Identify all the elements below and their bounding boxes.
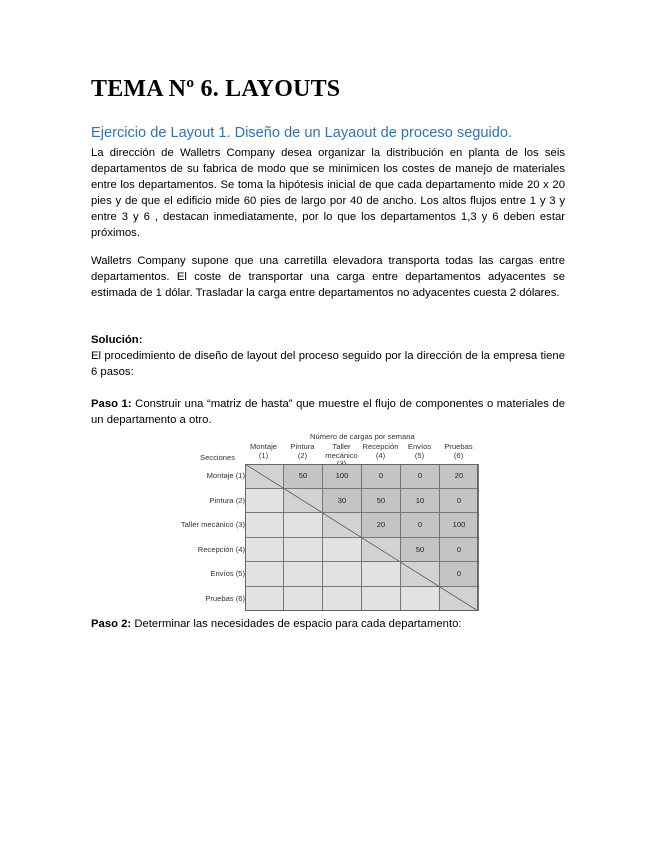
- matrix-column-header: [400, 443, 439, 460]
- matrix-cell: 0: [440, 489, 479, 514]
- matrix-cell: 0: [362, 464, 401, 489]
- matrix-cell: 50: [284, 464, 323, 489]
- matrix-column-header: [244, 443, 283, 460]
- exercise-heading: Ejercicio de Layout 1. Diseño de un Layaout de proceso seguido.: [91, 125, 513, 141]
- step-1: [91, 397, 565, 429]
- matrix-diagonal: [245, 464, 478, 611]
- matrix-column-header: [283, 443, 322, 460]
- matrix-cell: 0: [401, 464, 440, 489]
- matrix-cell: 30: [323, 489, 362, 514]
- matrix-cell: 0: [440, 538, 479, 563]
- step-1-label: Paso 1:: [91, 398, 132, 410]
- matrix-column-header-line: (4): [375, 450, 386, 460]
- matrix-grid: [245, 464, 478, 611]
- intro-paragraph: La dirección de Walletrs Company desea organizar la distribución en planta de los seis departamentos de su fabrica de modo que se minimicen los costes de manejo de materiales entre los departamentos. Se toma la hipótesis inicial de que cada departamento mide 20 x 20 pies y de que el edificio mide 60 pies de largo por 40 de ancho. Los altos flujos entre 1 y 3 y entre 3 y 6 , destacan inmediatamente, por lo que los departamentos 1,3 y 6 deben estar próximos.: [91, 147, 565, 239]
- matrix-cell: 100: [440, 513, 479, 538]
- page-title: TEMA Nº 6. LAYOUTS: [91, 76, 341, 102]
- matrix-column-header-line: mecánico: [325, 450, 358, 460]
- matrix-column-header-line: Pruebas: [444, 442, 473, 451]
- step-2-label: Paso 2:: [91, 618, 132, 630]
- matrix-column-header-line: (2): [297, 450, 308, 460]
- matrix-row-header: Envíos (5): [210, 569, 245, 579]
- solution-block: [91, 333, 565, 381]
- step-2: [91, 617, 565, 633]
- matrix-cell: 20: [362, 513, 401, 538]
- matrix-row-header: Pintura (2): [209, 495, 245, 505]
- matrix-row-header: Recepción (4): [197, 544, 245, 554]
- matrix-column-header-line: Montaje: [249, 442, 278, 451]
- matrix-column-header-line: (1): [258, 450, 269, 460]
- matrix-column-header: [439, 443, 478, 460]
- matrix-cell: 50: [362, 489, 401, 514]
- matrix-column-header-line: Recepción: [362, 442, 399, 451]
- sections-header: Secciones: [200, 453, 236, 462]
- matrix-row-header: Taller mecánico (3): [180, 520, 245, 530]
- matrix-column-header-line: (6): [453, 450, 464, 460]
- matrix-column-header-line: Envíos: [407, 442, 432, 451]
- matrix-cell: 0: [440, 562, 479, 587]
- step-2-text: Determinar las necesidades de espacio para cada departamento:: [131, 618, 462, 630]
- step-1-text: Construir una “matriz de hasta” que muestre el flujo de componentes o materiales de un departamento a otro.: [91, 398, 566, 426]
- matrix-cell: 10: [401, 489, 440, 514]
- matrix-row-header: Pruebas (6): [205, 593, 245, 603]
- matrix-cell: 0: [401, 513, 440, 538]
- from-to-matrix: [170, 428, 490, 618]
- matrix-caption: Número de cargas por semana: [310, 432, 415, 441]
- matrix-cell: 50: [401, 538, 440, 563]
- solution-text: El procedimiento de diseño de layout del proceso seguido por la dirección de la empresa tiene 6 pasos:: [91, 349, 565, 378]
- matrix-column-header-line: (5): [414, 450, 425, 460]
- matrix-column-header-line: Pintura: [290, 442, 315, 451]
- solution-label: Solución:: [91, 334, 143, 346]
- matrix-row-header: Montaje (1): [206, 471, 245, 481]
- transport-paragraph: Walletrs Company supone que una carretilla elevadora transporta todas las cargas entre departamentos. El coste de transportar una carga entre departamentos adyacentes se estimada de 1 dólar. Trasladar la carga entre departamentos no adyacentes cuesta 2 dólares.: [91, 255, 565, 299]
- matrix-cell: 20: [440, 464, 479, 489]
- matrix-cell: 100: [323, 464, 362, 489]
- matrix-column-header: [361, 443, 400, 460]
- matrix-column-header-line: Taller: [332, 442, 351, 451]
